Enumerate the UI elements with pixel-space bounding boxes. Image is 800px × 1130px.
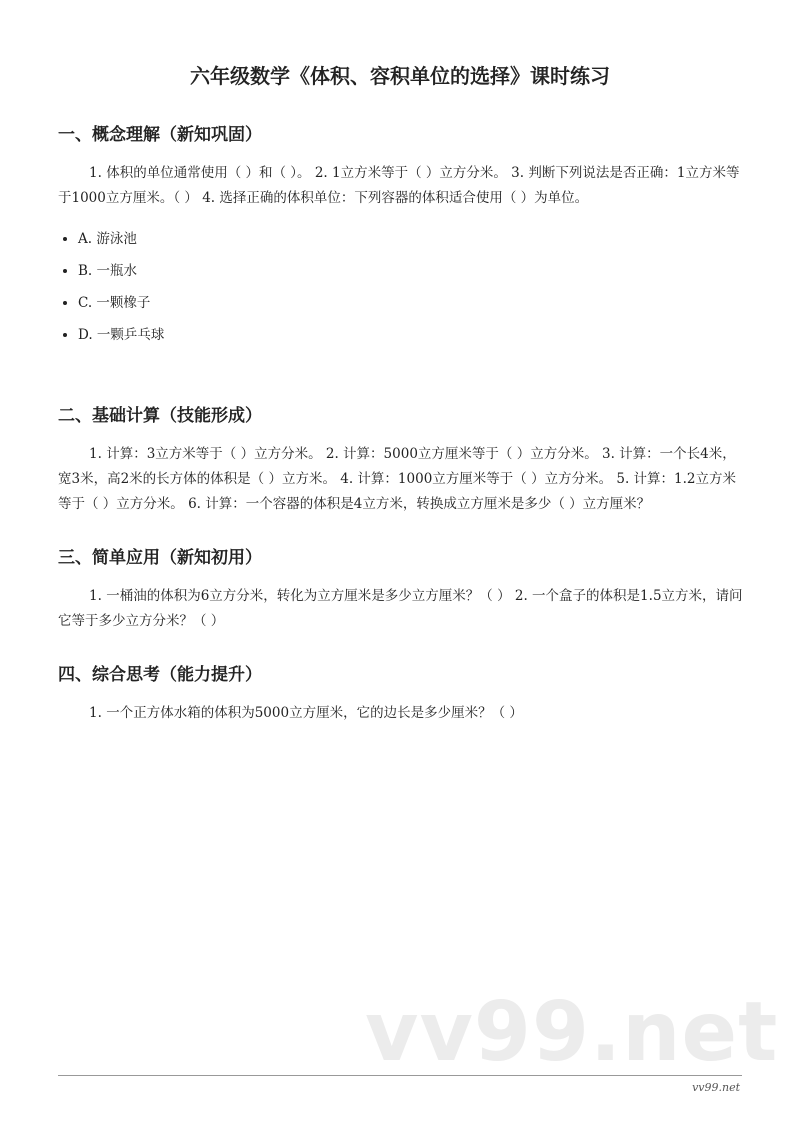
option-list bbox=[58, 223, 748, 351]
option-item: • B. 一瓶水 bbox=[78, 255, 748, 287]
section-heading: 三、简单应用（新知初用） bbox=[58, 548, 262, 568]
section-heading: 四、综合思考（能力提升） bbox=[58, 665, 262, 685]
worksheet-content bbox=[58, 120, 748, 752]
watermark: vv99.net bbox=[365, 985, 779, 1080]
section-questions: 1. 计算：3立方米等于（ ）立方分米。 2. 计算：5000立方厘米等于（ ）立方分米。 3. 计算：一个长4米，宽3米，高2米的长方体的体积是（ ）立方米。 4. 计算：1000立方厘米等于（ ）立方分米。 5. 计算：1.2立方米等于（ ）立方分米。 6. 计算：一个容器的体积是4立方米，转换成立方厘米是多少（ ）立方厘米？ bbox=[58, 446, 737, 512]
section-thinking bbox=[58, 660, 748, 726]
section-application bbox=[58, 543, 748, 634]
section-calculation bbox=[58, 401, 748, 517]
footer-text: vv99.net bbox=[692, 1081, 740, 1094]
section-questions: 1. 一桶油的体积为6立方分米，转化为立方厘米是多少立方厘米？（ ） 2. 一个盒子的体积是1.5立方米，请问它等于多少立方分米？（ ） bbox=[58, 588, 743, 629]
page-title: 六年级数学《体积、容积单位的选择》课时练习 bbox=[190, 64, 610, 88]
option-item: • A. 游泳池 bbox=[78, 223, 748, 255]
option-item: • C. 一颗橡子 bbox=[78, 287, 748, 319]
section-heading: 一、概念理解（新知巩固） bbox=[58, 125, 262, 145]
section-questions: 1. 一个正方体水箱的体积为5000立方厘米，它的边长是多少厘米？（ ） bbox=[89, 705, 523, 721]
section-concept bbox=[58, 120, 748, 351]
section-heading: 二、基础计算（技能形成） bbox=[58, 406, 262, 426]
footer-divider bbox=[58, 1075, 742, 1076]
option-item: • D. 一颗乒乓球 bbox=[78, 319, 748, 351]
section-questions: 1. 体积的单位通常使用（ ）和（ ）。 2. 1立方米等于（ ）立方分米。 3. 判断下列说法是否正确：1立方米等于1000立方厘米。（ ） 4. 选择正确的体积单位：下列容器的体积适合使用（ ）为单位。 bbox=[58, 165, 740, 206]
